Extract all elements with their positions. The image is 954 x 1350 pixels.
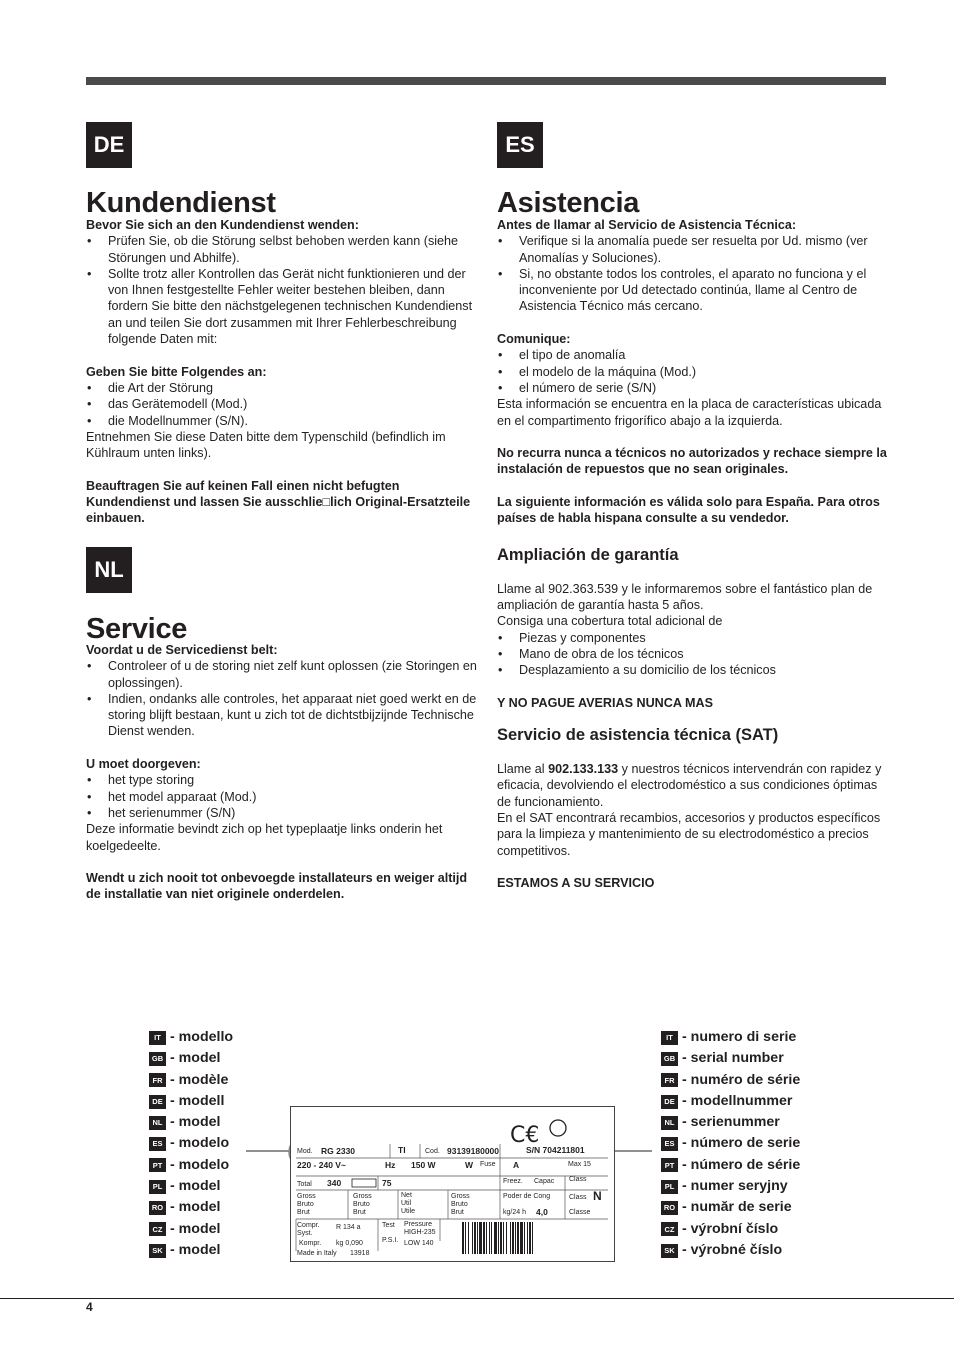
plate-gross3: Gross Bruto Brut xyxy=(451,1193,470,1216)
es-warning: No recurra nunca a técnicos no autorizados y rechace siempre la instalación de repuestos que no sean originales. xyxy=(497,446,887,477)
plate-made-in: Made in Italy xyxy=(297,1250,337,1257)
plate-compr: Compr. Syst. xyxy=(297,1222,320,1237)
lang-flag-badge: PL xyxy=(661,1180,678,1194)
es-sat-text2: En el SAT encontrará recambios, accesorios y productos específicos para la limpieza y mantenimiento de su electrodoméstico a precios competitivos. xyxy=(497,810,881,858)
list-item: • das Gerätemodell (Mod.) xyxy=(86,396,481,412)
nl-intro: Voordat u de Servicedienst belt: xyxy=(86,643,278,657)
lang-label: - numero di serie xyxy=(682,1029,797,1045)
lang-flag-badge: DE xyxy=(661,1095,678,1109)
lang-label: - modellnummer xyxy=(682,1092,793,1109)
lang-flag-badge: SK xyxy=(149,1244,166,1258)
plate-classe: Classe xyxy=(569,1209,591,1216)
list-item: • Mano de obra de los técnicos xyxy=(497,646,889,662)
plate-freez: Freez. xyxy=(503,1178,523,1185)
barcode-icon xyxy=(462,1222,607,1254)
plate-class1: Class xyxy=(569,1176,587,1183)
nl-subhead: U moet doorgeven: xyxy=(86,757,201,772)
bottom-rule xyxy=(0,1298,954,1299)
lang-label: - numéro de série xyxy=(682,1071,801,1088)
lang-badge-nl: NL xyxy=(86,547,132,593)
list-item: • Si, no obstante todos los controles, el aparato no funciona y el inconveniente por Ud detectado continúa, llame al Centro de Asistencia Técnico más cercano. xyxy=(497,266,889,315)
list-item: • die Art der Störung xyxy=(86,380,481,396)
lang-flag-badge: PL xyxy=(149,1180,166,1194)
plate-low: LOW 140 xyxy=(404,1240,434,1247)
list-item: • die Modellnummer (S/N). xyxy=(86,413,481,429)
es-subhead: Comunique: xyxy=(497,332,571,347)
lang-flag-badge: NL xyxy=(149,1116,166,1130)
lang-label: - número de série xyxy=(682,1156,801,1173)
lang-label: - výrobní číslo xyxy=(682,1220,779,1237)
plate-cod-label: Cod. xyxy=(425,1148,440,1155)
lang-label: - model xyxy=(170,1114,221,1131)
es-sat-text: Llame al 902.133.133 y nuestros técnicos intervendrán con rapidez y eficacia, devolviendo el electrodoméstico a sus condiciones óptimas de funcionamiento. xyxy=(497,762,882,809)
de-title: Kundendienst xyxy=(86,187,276,219)
lang-label: - model xyxy=(170,1178,221,1195)
lang-label: - výrobné číslo xyxy=(682,1241,783,1258)
lang-flag-badge: DE xyxy=(149,1095,166,1109)
lang-label: - modèle xyxy=(170,1071,229,1088)
lang-label: - modello xyxy=(170,1029,234,1045)
nl-note: Deze informatie bevindt zich op het typeplaatje links onderin het koelgedeelte. xyxy=(86,822,443,853)
plate-kg24: kg/24 h xyxy=(503,1209,526,1216)
lang-flag-badge: ES xyxy=(661,1137,678,1151)
plate-total-label: Total xyxy=(297,1181,312,1188)
list-item: • el modelo de la máquina (Mod.) xyxy=(497,364,889,380)
de-warning: Beauftragen Sie auf keinen Fall einen nicht befugten Kundendienst und lassen Sie ausschlie□lich Original-Ersatzteile einbauen. xyxy=(86,478,471,526)
plate-kompr: Kompr. xyxy=(299,1240,322,1247)
plate-kg: kg 0,090 xyxy=(336,1240,363,1247)
plate-mod-value: RG 2330 xyxy=(321,1146,356,1156)
lang-flag-badge: CZ xyxy=(661,1222,678,1236)
list-item: • Controleer of u de storing niet zelf kunt oplossen (zie Storingen en oplossingen). xyxy=(86,658,481,691)
plate-refrigerant: R 134 a xyxy=(336,1224,361,1231)
lang-label: - model xyxy=(170,1241,221,1258)
es-warranty-slogan: Y NO PAGUE AVERIAS NUNCA MAS xyxy=(497,695,713,710)
list-item: • Indien, ondanks alle controles, het apparaat niet goed werkt en de storing blijft bestaan, kunt u zich tot de dichtstbijzijnde Technische Dienst wenden. xyxy=(86,691,481,740)
lang-flag-badge: ES xyxy=(149,1137,166,1151)
plate-total-value2: 75 xyxy=(382,1178,392,1188)
list-item: • Prüfen Sie, ob die Störung selbst behoben werden kann (siehe Störungen und Abhilfe). xyxy=(86,233,481,266)
de-note: Entnehmen Sie diese Daten bitte dem Typenschild (befindlich im Kühlraum unten links). xyxy=(86,429,446,461)
list-item: • Piezas y componentes xyxy=(497,630,889,646)
lang-label: - serial number xyxy=(682,1050,784,1067)
plate-test: Test xyxy=(382,1222,395,1229)
de-intro: Bevor Sie sich an den Kundendienst wenden: xyxy=(86,218,359,232)
es-sat-title: Servicio de asistencia técnica (SAT) xyxy=(497,726,779,745)
lang-badge-de: DE xyxy=(86,122,132,168)
nl-warning: Wendt u zich nooit tot onbevoegde installateurs en weiger altijd de installatie van niet originele onderdelen. xyxy=(86,871,468,902)
es-warranty-text: Llame al 902.363.539 y le informaremos sobre el fantástico plan de ampliación de garantía hasta 5 años. xyxy=(497,581,873,612)
plate-kg24-value: 4,0 xyxy=(536,1207,548,1217)
plate-serial-value: S/N 704211801 xyxy=(526,1145,585,1155)
es-spain-note: La siguiente información es válida solo para España. Para otros países de habla hispana consulte a su vendedor. xyxy=(497,495,880,526)
plate-made-code: 13918 xyxy=(350,1250,370,1257)
es-sat-slogan: ESTAMOS A SU SERVICIO xyxy=(497,876,655,891)
nl-title: Service xyxy=(86,613,188,645)
plate-voltage: 220 - 240 V~ xyxy=(297,1160,346,1170)
es-title: Asistencia xyxy=(497,187,640,219)
plate-gross1: Gross Bruto Brut xyxy=(297,1193,316,1216)
lang-flag-badge: SK xyxy=(661,1244,678,1258)
lang-flag-badge: FR xyxy=(149,1073,166,1087)
plate-defrost-watt: W xyxy=(465,1160,474,1170)
list-item: • el tipo de anomalía xyxy=(497,347,889,363)
lang-flag-badge: GB xyxy=(661,1052,678,1066)
list-item: • het model apparaat (Mod.) xyxy=(86,789,481,805)
plate-psi: P.S.I. xyxy=(382,1237,399,1244)
plate-hz: Hz xyxy=(385,1160,396,1170)
lang-label: - modelo xyxy=(170,1156,230,1173)
plate-pressure: Pressure HIGH-235 xyxy=(404,1221,436,1236)
plate-watt: 150 W xyxy=(411,1160,436,1170)
list-item: • Desplazamiento a su domicilio de los técnicos xyxy=(497,662,889,678)
sat-phone: 902.133.133 xyxy=(548,762,619,777)
es-warranty-title: Ampliación de garantía xyxy=(497,545,679,564)
lang-label: - modell xyxy=(170,1092,225,1109)
lang-label: - modelo xyxy=(170,1135,230,1152)
plate-cod-value: 93139180000 xyxy=(447,1146,500,1156)
lang-flag-badge: RO xyxy=(661,1201,678,1215)
list-item: • het serienummer (S/N) xyxy=(86,805,481,821)
lang-label: - serienummer xyxy=(682,1114,780,1131)
lang-flag-badge: CZ xyxy=(149,1222,166,1236)
lang-flag-badge: NL xyxy=(661,1116,678,1130)
plate-poder: Poder de Cong xyxy=(503,1193,551,1200)
lang-flag-badge: PT xyxy=(661,1158,678,1172)
plate-class-value: N xyxy=(593,1189,602,1203)
lang-label: - model xyxy=(170,1199,221,1216)
lang-flag-badge: RO xyxy=(149,1201,166,1215)
lang-flag-badge: IT xyxy=(661,1031,678,1045)
plate-ti: TI xyxy=(398,1145,406,1155)
lang-label: - număr de serie xyxy=(682,1199,792,1216)
ce-mark-icon: C€ xyxy=(510,1123,540,1148)
plate-fuse: Fuse xyxy=(480,1161,496,1168)
lang-flag-badge: IT xyxy=(149,1031,166,1045)
lang-flag-badge: FR xyxy=(661,1073,678,1087)
de-subhead: Geben Sie bitte Folgendes an: xyxy=(86,364,267,379)
es-warranty-text2: Consiga una cobertura total adicional de xyxy=(497,614,723,629)
es-note: Esta información se encuentra en la placa de características ubicada en el compartimento frigorífico abajo a la izquierda. xyxy=(497,397,882,428)
lang-badge-es: ES xyxy=(497,122,543,168)
plate-class2: Class xyxy=(569,1194,587,1201)
list-item: • het type storing xyxy=(86,772,481,788)
plate-capac: Capac xyxy=(534,1178,555,1185)
list-item: • el número de serie (S/N) xyxy=(497,380,889,396)
list-item: • Sollte trotz aller Kontrollen das Gerät nicht funktionieren und der von Ihnen festgestellte Fehler weiter bestehen bleiben, dann fordern Sie bitte den nächstgelegenen technischen Kundendienst an und teilen Sie dort zusammen mit Ihrer Fehlerbeschreibung folgende Daten mit: xyxy=(86,266,481,347)
lang-label: - numer seryjny xyxy=(682,1178,788,1195)
lang-label: - número de serie xyxy=(682,1135,801,1152)
page-number: 4 xyxy=(86,1300,93,1314)
plate-max: Max 15 xyxy=(568,1161,591,1168)
plate-total-value: 340 xyxy=(327,1178,342,1188)
quality-mark-icon xyxy=(550,1120,566,1136)
plate-amp: A xyxy=(513,1160,520,1170)
lang-flag-badge: PT xyxy=(149,1158,166,1172)
plate-gross2: Gross Bruto Brut xyxy=(353,1193,372,1216)
list-item: • Verifique si la anomalía puede ser resuelta por Ud. mismo (ver Anomalías y Soluciones). xyxy=(497,233,889,266)
lang-label: - model xyxy=(170,1050,221,1067)
plate-mod-label: Mod. xyxy=(297,1148,313,1155)
lang-flag-badge: GB xyxy=(149,1052,166,1066)
es-intro: Antes de llamar al Servicio de Asistencia Técnica: xyxy=(497,218,797,232)
lang-label: - model xyxy=(170,1220,221,1237)
plate-net: Net Util Utile xyxy=(401,1192,416,1215)
